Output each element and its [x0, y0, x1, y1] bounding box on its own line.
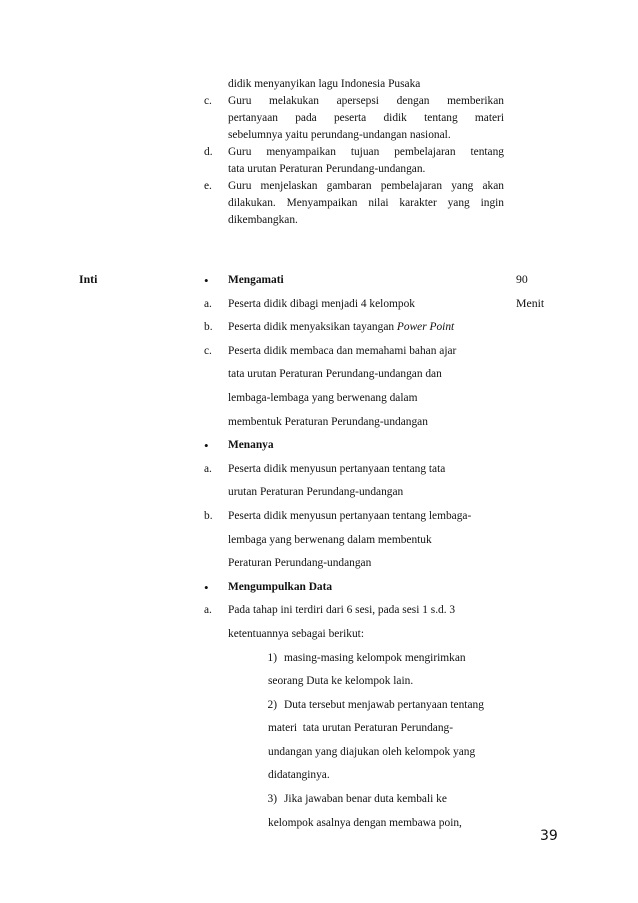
list-item: a. Peserta didik menyusun pertanyaan tentang tata [204, 462, 446, 475]
intro-list [204, 76, 504, 229]
list-item: b. Peserta didik menyaksikan tayangan Power Point [204, 321, 455, 334]
activity-heading-mengumpulkan-data: • Mengumpulkan Data [204, 579, 514, 603]
intro-continuation: didik menyanyikan lagu Indonesia Pusaka [228, 78, 421, 90]
intro-item-e: e. Guru menjelaskan gambaran pembelajaran yang akan dilakukan. Menyampaikan nilai karakter yang ingin dikembangkan. [204, 180, 504, 226]
section-label: Inti [79, 272, 98, 286]
list-item: b. Peserta didik menyusun pertanyaan tentang lembaga- [204, 509, 472, 522]
activities-list: • Mengamati a. Peserta didik dibagi menjadi 4 kelompok b. Peserta didik menyaksikan tayangan Power Point c. Peserta didik membaca dan memahami bahan ajar tata urutan Peraturan Perundang-undangan dan lembaga-lembaga yang berwenang dalam membentuk Peraturan Perundang-undangan • Menanya a. Peserta didik menyusun pertanyaan tentang tata urutan Peraturan Perundang-undangan b. Peserta didik menyusun pertanyaan tentang lembaga- lembaga yang berwenang dalam membentuk Peraturan Perundang-undangan • Mengumpulkan Data a. Pada tahap ini terdiri dari 6 sesi, pada sesi 1 s.d. 3 ketentuannya sebagai berikut: 1) masing-masing kelompok mengirimkan seorang Duta ke kelompok lain. 2) Duta tersebut menjawab pertanyaan tentang materi tata urutan Peraturan Perundang- undangan yang diajukan oleh kelompok yang didatanginya. 3) Jika jawaban benar duta kembali ke kelompok asalnya dengan membawa poin, [204, 272, 514, 838]
intro-item-c: c. Guru melakukan apersepsi dengan memberikan pertanyaan pada peserta didik tentang materi sebelumnya yaitu perundang-undangan nasional. [204, 95, 504, 141]
intro-item-d: d. Guru menyampaikan tujuan pembelajaran tentang tata urutan Peraturan Perundang-undangan. [204, 146, 504, 175]
list-item: c. Peserta didik membaca dan memahami bahan ajar [204, 344, 457, 357]
list-item: a. Pada tahap ini terdiri dari 6 sesi, pada sesi 1 s.d. 3 [204, 604, 456, 617]
activity-heading-menanya: • Menanya [204, 437, 514, 461]
bullet-icon: • [204, 579, 209, 595]
duration-value: 90 [516, 272, 528, 286]
sub-list-item: 2) Duta tersebut menjawab pertanyaan tentang [267, 698, 484, 711]
duration-unit: Menit [516, 296, 545, 310]
page-number: 39 [540, 828, 558, 844]
activity-heading-mengamati: • Mengamati [204, 272, 514, 296]
sub-list-item: 1) masing-masing kelompok mengirimkan [267, 651, 466, 664]
sub-list-item: 3) Jika jawaban benar duta kembali ke [267, 793, 447, 806]
list-item: a. Peserta didik dibagi menjadi 4 kelompok [204, 297, 415, 310]
bullet-icon: • [204, 273, 209, 288]
bullet-icon: • [204, 438, 209, 454]
